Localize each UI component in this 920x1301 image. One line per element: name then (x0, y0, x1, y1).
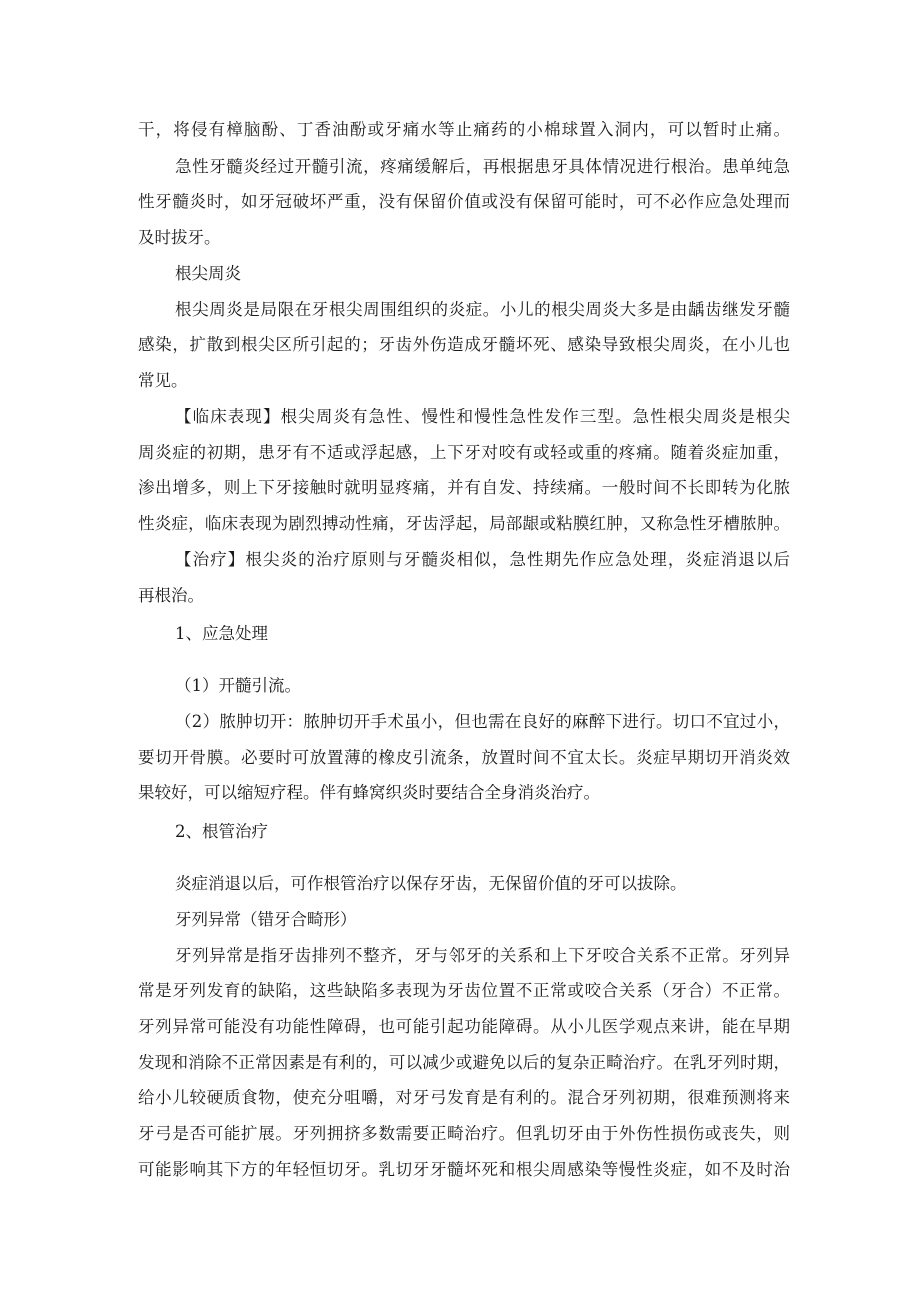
paragraph-line: 及时拔牙。 (138, 228, 221, 247)
subsection-heading: 1、应急处理 (175, 624, 268, 643)
paragraph-line: 性炎症，临床表现为剧烈搏动性痛，牙齿浮起，局部龈或粘膜红肿，又称急性牙槽脓肿。 (138, 514, 790, 533)
paragraph-line: 炎症消退以后，可作根管治疗以保存牙齿，无保留价值的牙可以拔除。 (175, 874, 687, 893)
paragraph-line: 果较好，可以缩短疗程。伴有蜂窝织炎时要结合全身消炎治疗。 (138, 783, 600, 802)
list-item: （1）开髓引流。 (175, 676, 301, 695)
paragraph-line: 再根治。 (138, 586, 204, 605)
paragraph-line: 感染，扩散到根尖区所引起的；牙齿外伤造成牙髓坏死、感染导致根尖周炎，在小儿也 (138, 335, 790, 354)
paragraph-line: 可能影响其下方的年轻恒切牙。乳切牙牙髓坏死和根尖周感染等慢性炎症，如不及时治 (138, 1160, 790, 1179)
paragraph-line: 牙弓是否可能扩展。牙列拥挤多数需要正畸治疗。但乳切牙由于外伤性损伤或丧失，则 (138, 1124, 790, 1143)
paragraph-line: 周炎症的初期，患牙有不适或浮起感，上下牙对咬有或轻或重的疼痛。随着炎症加重， (138, 443, 790, 462)
paragraph-line: 渗出增多，则上下牙接触时就明显疼痛，并有自发、持续痛。一般时间不长即转为化脓 (138, 478, 790, 497)
paragraph-line: 要切开骨膜。必要时可放置薄的橡皮引流条，放置时间不宜太长。炎症早期切开消炎效 (138, 748, 790, 767)
section-heading: 根尖周炎 (175, 264, 241, 283)
paragraph-line: 常是牙列发育的缺陷，这些缺陷多表现为牙齿位置不正常或咬合关系（牙合）不正常。 (138, 981, 790, 1000)
paragraph-line: 性牙髓炎时，如牙冠破坏严重，没有保留价值或没有保留可能时，可不必作应急处理而 (138, 192, 790, 211)
subsection-heading: 2、根管治疗 (175, 822, 268, 841)
paragraph-line: 牙列异常是指牙齿排列不整齐，牙与邻牙的关系和上下牙咬合关系不正常。牙列异 (175, 946, 790, 965)
section-heading: 牙列异常（错牙合畸形） (175, 910, 357, 929)
paragraph-line: 【治疗】根尖炎的治疗原则与牙髓炎相似，急性期先作应急处理，炎症消退以后 (175, 550, 790, 569)
paragraph-line: 急性牙髓炎经过开髓引流，疼痛缓解后，再根据患牙具体情况进行根治。患单纯急 (175, 157, 790, 176)
paragraph-line: 给小儿较硬质食物，使充分咀嚼，对牙弓发育是有利的。混合牙列初期，很难预测将来 (138, 1088, 790, 1107)
paragraph-line: 发现和消除不正常因素是有利的，可以减少或避免以后的复杂正畸治疗。在乳牙列时期， (138, 1053, 790, 1072)
paragraph-line: 牙列异常可能没有功能性障碍，也可能引起功能障碍。从小儿医学观点来讲，能在早期 (138, 1017, 790, 1036)
list-item: （2）脓肿切开：脓肿切开手术虽小，但也需在良好的麻醉下进行。切口不宜过小， (175, 712, 790, 731)
paragraph-line: 【临床表现】根尖周炎有急性、慢性和慢性急性发作三型。急性根尖周炎是根尖 (175, 407, 790, 426)
paragraph-line: 干，将侵有樟脑酚、丁香油酚或牙痛水等止痛药的小棉球置入洞内，可以暂时止痛。 (138, 120, 790, 139)
paragraph-line: 常见。 (138, 371, 188, 390)
paragraph-line: 根尖周炎是局限在牙根尖周围组织的炎症。小儿的根尖周炎大多是由龋齿继发牙髓 (175, 300, 790, 319)
